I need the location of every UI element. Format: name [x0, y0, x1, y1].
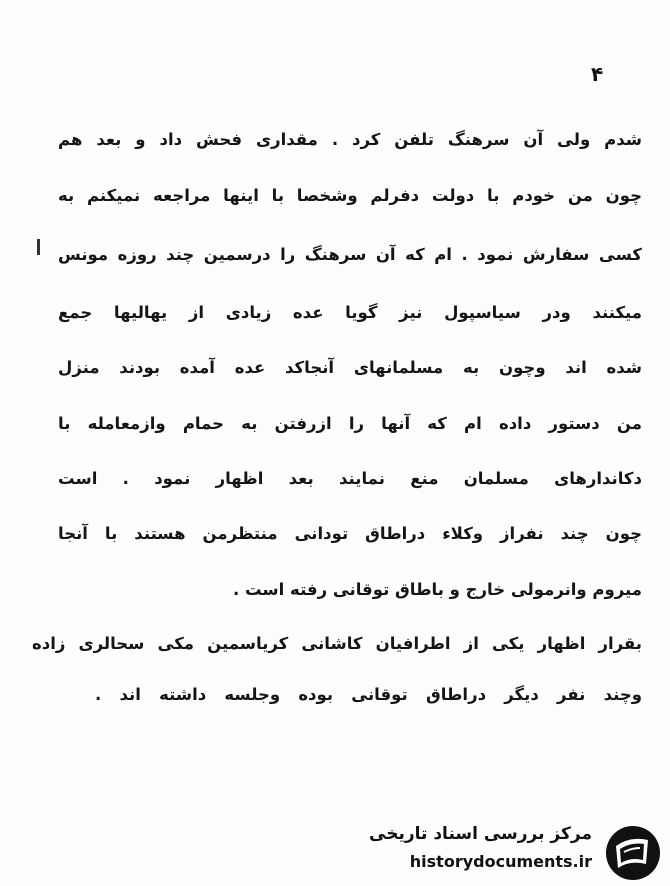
book-icon — [602, 824, 664, 882]
text-line: کسی سفارش نمود . ام که آن سرهنگ را درسمین چند روزه مونس — [58, 245, 642, 264]
text-line: چون چند نفراز وکلاء دراطاق تودانی منتظرمن هستند با آنجا — [58, 524, 642, 543]
watermark-logo — [369, 822, 670, 885]
text-line: چون من خودم با دولت دفرلم وشخصا با اینها مراجعه نمیکنم به — [58, 186, 642, 205]
text-line: دکاندارهای مسلمان منع نمایند بعد اظهار نمود . است — [58, 469, 642, 488]
text-line: شده اند وچون به مسلمانهای آنجاکد عده آمده بودند منزل — [58, 358, 642, 377]
watermark-url: historydocuments.ir — [409, 852, 592, 871]
text-line: بقرار اظهار یکی از اطرافیان کاشانی کریاسمین مکی سحالری زاده — [32, 634, 642, 653]
text-line: شدم ولی آن سرهنگ تلفن کرد . مقداری فحش داد و بعد هم — [58, 130, 642, 149]
text-line: میکنند ودر سیاسپول نیز گویا عده زیادی از یهالیها جمع — [58, 303, 642, 322]
text-line: من دستور داده ام که آنها را ازرفتن به حمام وازمعامله با — [58, 414, 642, 433]
page-number: ۴ — [591, 62, 604, 86]
margin-mark — [37, 239, 40, 255]
text-line: وچند نفر دیگر دراطاق توقانی بوده وجلسه داشته اند . — [95, 685, 642, 704]
watermark-title: مرکز بررسی اسناد تاریخی — [369, 824, 592, 844]
text-line: میروم وانرمولی خارج و باطاق توقانی رفته است . — [232, 580, 642, 599]
